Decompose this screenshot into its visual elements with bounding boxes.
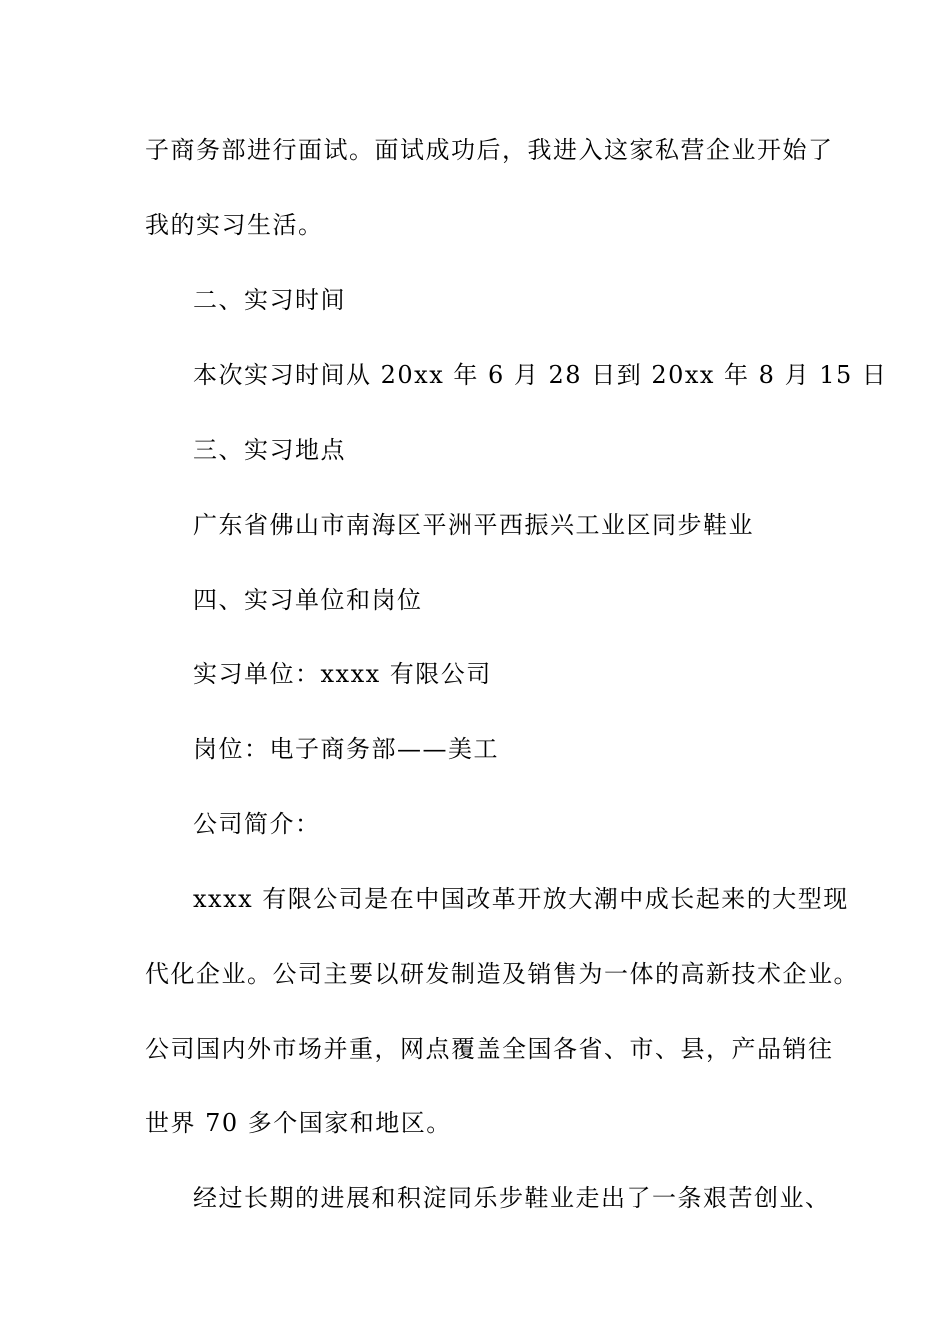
paragraph-line: 代化企业。公司主要以研发制造及销售为一体的高新技术企业。: [145, 960, 859, 988]
paragraph-line: 公司国内外市场并重，网点覆盖全国各省、市、县，产品销往: [145, 1035, 834, 1063]
paragraph-line: 本次实习时间从 20xx 年 6 月 28 日到 20xx 年 8 月 15 日: [193, 361, 888, 389]
section-heading-unit: 四、实习单位和岗位: [193, 586, 423, 614]
paragraph-line: 广东省佛山市南海区平洲平西振兴工业区同步鞋业: [193, 511, 754, 539]
section-heading-location: 三、实习地点: [193, 436, 346, 464]
paragraph-line: 岗位：电子商务部——美工: [193, 735, 499, 763]
paragraph-line: 我的实习生活。: [145, 211, 324, 239]
paragraph-line: xxxx 有限公司是在中国改革开放大潮中成长起来的大型现: [193, 885, 849, 913]
paragraph-line: 子商务部进行面试。面试成功后，我进入这家私营企业开始了: [145, 136, 834, 164]
paragraph-line: 实习单位：xxxx 有限公司: [193, 660, 492, 688]
section-heading-time: 二、实习时间: [193, 286, 346, 314]
paragraph-line: 公司简介：: [193, 810, 321, 838]
paragraph-line: 世界 70 多个国家和地区。: [145, 1109, 452, 1137]
paragraph-line: 经过长期的进展和积淀同乐步鞋业走出了一条艰苦创业、: [193, 1184, 831, 1212]
